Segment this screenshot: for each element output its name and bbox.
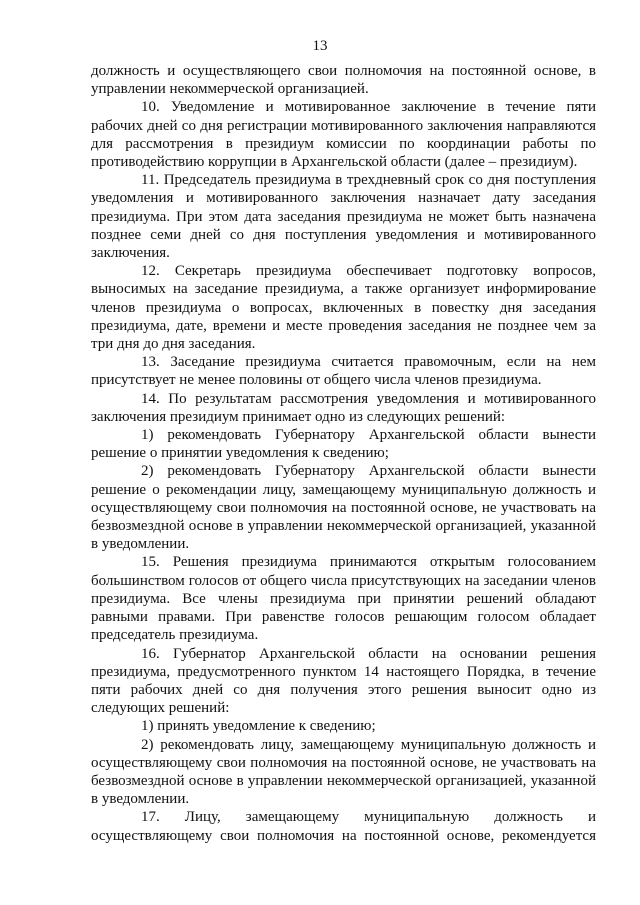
paragraph-item-13: 13. Заседание президиума считается правомочным, если на нем присутствует не менее половины от общего числа членов президиума. — [91, 354, 596, 389]
paragraph-continuation: должность и осуществляющего свои полномочия на постоянной основе, в управлении некоммерческой организацией. — [91, 63, 596, 98]
paragraph-item-15: 15. Решения президиума принимаются открытым голосованием большинством голосов от общего числа присутствующих на заседании членов президиума. Все члены президиума при принятии решений обладают равными правами. При равенстве голосов решающим голосом обладает председатель президиума. — [91, 554, 596, 644]
paragraph-item-16-option-1: 1) принять уведомление к сведению; — [141, 718, 376, 735]
page-number: 13 — [312, 38, 328, 54]
paragraph-item-14-option-2: 2) рекомендовать Губернатору Архангельской области вынести решение о рекомендации лицу, замещающему муниципальную должность и осуществляющему свои полномочия на постоянной основе, не участвовать на безвозмездной основе в управлении некоммерческой организацией, указанной в уведомлении. — [91, 463, 596, 553]
paragraph-item-12: 12. Секретарь президиума обеспечивает подготовку вопросов, выносимых на заседание президиума, а также организует информирование членов президиума о вопросах, включенных в повестку дня заседания президиума, дате, времени и месте проведения заседания не позднее чем за три дня до дня заседания. — [91, 263, 596, 353]
paragraph-item-14: 14. По результатам рассмотрения уведомления и мотивированного заключения президиум принимает одно из следующих решений: — [91, 390, 596, 425]
paragraph-item-11: 11. Председатель президиума в трехдневный срок со дня поступления уведомления и мотивированного заключения назначает дату заседания президиума. При этом дата заседания президиума не может быть назначена позднее семи дней со дня поступления уведомления и мотивированного заключения. — [91, 172, 596, 262]
paragraph-item-10: 10. Уведомление и мотивированное заключение в течение пяти рабочих дней со дня регистрации мотивированного заключения направляются для рассмотрения в президиум комиссии по координации работы по противодействию коррупции в Архангельской области (далее – президиум). — [91, 99, 596, 171]
paragraph-item-16-option-2: 2) рекомендовать лицу, замещающему муниципальную должность и осуществляющему свои полномочия на постоянной основе, не участвовать на безвозмездной основе в управлении некоммерческой организацией, указанной в уведомлении. — [91, 736, 596, 808]
paragraph-item-14-option-1: 1) рекомендовать Губернатору Архангельской области вынести решение о принятии уведомления к сведению; — [91, 427, 596, 462]
document-body — [91, 62, 596, 845]
paragraph-item-17: 17. Лицу, замещающему муниципальную должность и осуществляющему свои полномочия на постоянной основе, рекомендуется — [91, 809, 596, 844]
paragraph-item-16: 16. Губернатор Архангельской области на основании решения президиума, предусмотренного пунктом 14 настоящего Порядка, в течение пяти рабочих дней со дня получения этого решения выносит одно из следующих решений: — [91, 645, 596, 717]
